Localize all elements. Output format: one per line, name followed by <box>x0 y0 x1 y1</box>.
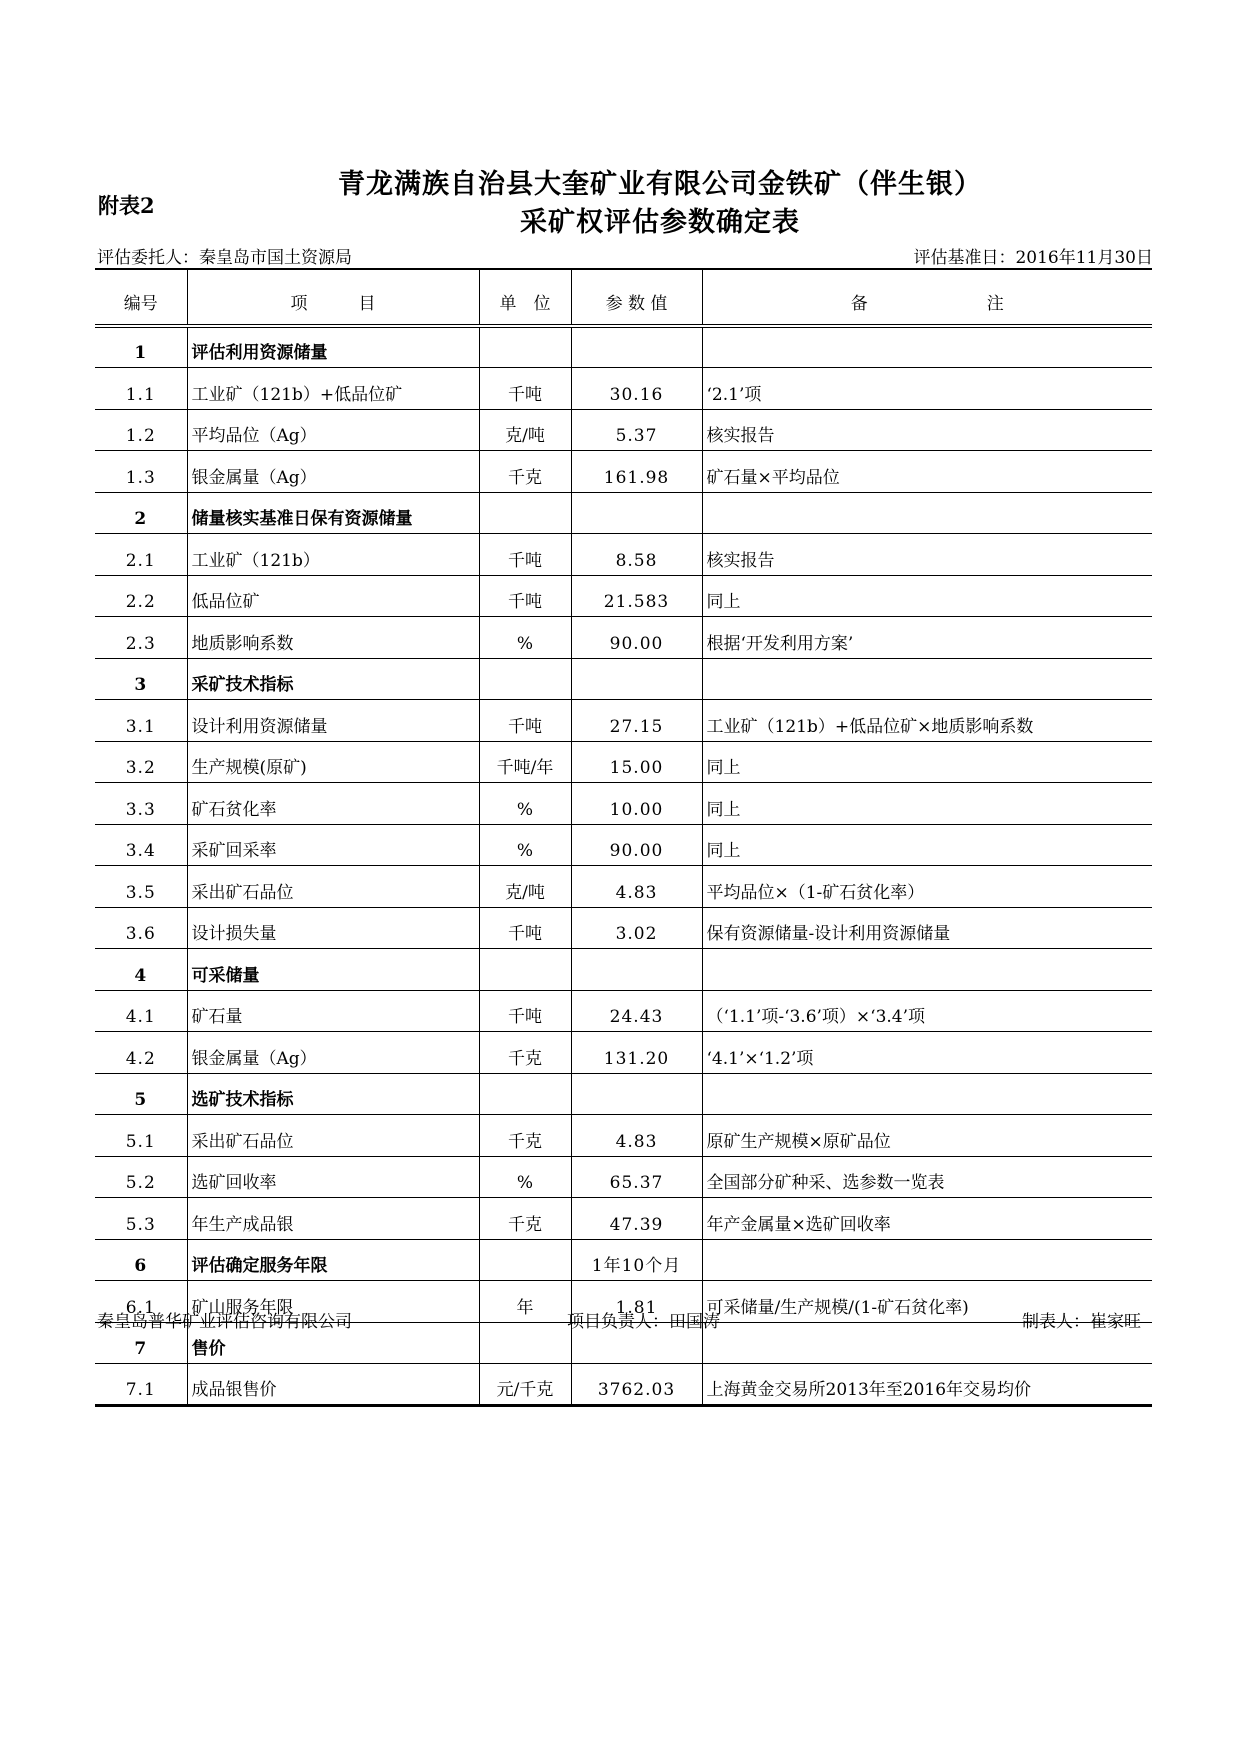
row-value: 15.00 <box>609 758 664 778</box>
row-note: 保有资源储量-设计利用资源储量 <box>706 924 951 944</box>
row-no: 3.1 <box>125 716 156 737</box>
row-note: 同上 <box>706 758 741 778</box>
row-value: 3762.03 <box>597 1379 676 1400</box>
table-row <box>95 617 1152 659</box>
row-value: 161.98 <box>603 467 670 488</box>
row-item: 矿石贫化率 <box>191 799 277 820</box>
row-note: 工业矿（121b）+低品位矿×地质影响系数 <box>706 716 1034 737</box>
row-unit: % <box>516 633 534 654</box>
row-note: 年产金属量×选矿回收率 <box>706 1214 891 1235</box>
row-no: 3.4 <box>125 841 156 861</box>
row-unit: % <box>516 799 534 820</box>
row-item: 售价 <box>191 1339 226 1359</box>
row-unit: 年 <box>516 1297 534 1318</box>
row-item: 采矿技术指标 <box>191 675 294 695</box>
row-value: 90.00 <box>609 633 664 654</box>
table-section-row <box>95 326 1152 368</box>
row-no: 6.1 <box>125 1297 156 1318</box>
row-note: 可采储量/生产规模/(1-矿石贫化率) <box>706 1297 969 1318</box>
row-item: 平均品位（Ag） <box>191 426 317 446</box>
attachment-label: 附表2 <box>98 193 155 218</box>
row-unit: 克/吨 <box>505 882 545 903</box>
row-item: 矿石量 <box>191 1007 243 1027</box>
header-item: 项 目 <box>187 269 479 326</box>
table-section-row <box>95 1239 1152 1281</box>
table-row <box>95 866 1152 908</box>
row-no: 4.2 <box>125 1048 156 1069</box>
table-body <box>95 326 1152 1405</box>
row-unit: 千吨 <box>508 1007 542 1027</box>
footer-project-lead: 项目负责人：田国涛 <box>567 1312 720 1332</box>
row-item: 银金属量（Ag） <box>191 1048 317 1069</box>
row-note: 同上 <box>706 799 741 820</box>
row-no: 1.2 <box>125 426 156 446</box>
table-row <box>95 990 1152 1032</box>
row-no: 5.1 <box>125 1131 156 1152</box>
table-header-row <box>95 269 1152 326</box>
row-no: 7.1 <box>125 1379 156 1400</box>
row-item: 成品银售价 <box>191 1379 277 1400</box>
row-no: 3 <box>134 675 148 695</box>
row-item: 采出矿石品位 <box>191 1131 294 1152</box>
row-value: 90.00 <box>609 841 664 861</box>
row-note: 上海黄金交易所2013年至2016年交易均价 <box>706 1379 1032 1400</box>
row-no: 1 <box>134 343 148 363</box>
row-value: 4.83 <box>615 882 658 903</box>
table-row <box>95 907 1152 949</box>
row-item: 评估利用资源储量 <box>191 343 328 363</box>
row-item: 低品位矿 <box>191 592 260 612</box>
row-unit: % <box>516 841 534 861</box>
row-note: 同上 <box>706 841 741 861</box>
row-no: 3.2 <box>125 758 156 778</box>
row-note: 平均品位×（1-矿石贫化率） <box>706 882 925 903</box>
row-no: 3.5 <box>125 882 156 903</box>
row-unit: 千吨 <box>508 716 542 737</box>
table-section-row <box>95 658 1152 700</box>
row-no: 7 <box>134 1339 148 1359</box>
row-unit: 千克 <box>508 467 542 488</box>
row-item: 选矿回收率 <box>191 1173 277 1193</box>
row-note: 全国部分矿种采、选参数一览表 <box>706 1173 945 1193</box>
row-no: 4 <box>134 965 148 986</box>
table-row <box>95 1032 1152 1074</box>
header-unit: 单 位 <box>479 269 571 326</box>
row-value: 8.58 <box>615 550 658 571</box>
row-item: 工业矿（121b）+低品位矿 <box>191 384 403 405</box>
table-row <box>95 741 1152 783</box>
row-note: 核实报告 <box>706 550 775 571</box>
table-row <box>95 783 1152 825</box>
base-date-label: 评估基准日：2016年11月30日 <box>913 248 1153 268</box>
row-no: 2.3 <box>125 633 156 654</box>
row-unit: 千吨 <box>508 550 542 571</box>
header-note: 备 注 <box>702 269 1152 326</box>
table-row <box>95 575 1152 617</box>
row-value: 4.83 <box>615 1131 658 1152</box>
row-no: 2 <box>134 509 148 529</box>
row-note: 矿石量×平均品位 <box>706 467 840 488</box>
row-item: 银金属量（Ag） <box>191 467 317 488</box>
table-row <box>95 1198 1152 1240</box>
footer-prepared-by: 制表人：崔家旺 <box>1022 1312 1141 1332</box>
row-no: 5 <box>134 1090 148 1110</box>
row-unit: 千克 <box>508 1214 542 1235</box>
table-row <box>95 824 1152 866</box>
row-no: 3.3 <box>125 799 156 820</box>
row-item: 采矿回采率 <box>191 841 277 861</box>
footer-company: 秦皇岛普华矿业评估咨询有限公司 <box>97 1312 352 1332</box>
table-section-row <box>95 949 1152 991</box>
table-row <box>95 1364 1152 1406</box>
title-line-1: 青龙满族自治县大奎矿业有限公司金铁矿（伴生银） <box>338 169 982 200</box>
table-section-row <box>95 492 1152 534</box>
row-unit: % <box>516 1173 534 1193</box>
row-item: 矿山服务年限 <box>191 1297 294 1318</box>
row-note: ‘4.1’×‘1.2’项 <box>706 1048 814 1069</box>
row-value: 3.02 <box>615 924 658 944</box>
row-no: 5.3 <box>125 1214 156 1235</box>
row-note: ‘2.1’项 <box>706 384 762 405</box>
row-value: 131.20 <box>603 1048 670 1069</box>
client-label: 评估委托人：秦皇岛市国土资源局 <box>97 248 352 268</box>
row-item: 选矿技术指标 <box>191 1090 294 1110</box>
row-item: 设计损失量 <box>191 924 277 944</box>
row-value: 1年10个月 <box>591 1256 682 1276</box>
row-value: 5.37 <box>615 426 658 446</box>
table-row <box>95 534 1152 576</box>
table-row <box>95 368 1152 410</box>
row-no: 3.6 <box>125 924 156 944</box>
row-value: 47.39 <box>609 1214 664 1235</box>
row-unit: 千克 <box>508 1048 542 1069</box>
table-row <box>95 1115 1152 1157</box>
row-item: 采出矿石品位 <box>191 882 294 903</box>
row-value: 30.16 <box>609 384 664 405</box>
table-section-row <box>95 1073 1152 1115</box>
row-value: 24.43 <box>609 1007 664 1027</box>
row-unit: 千克 <box>508 1131 542 1152</box>
row-item: 可采储量 <box>191 965 260 986</box>
row-no: 4.1 <box>125 1007 156 1027</box>
row-value: 10.00 <box>609 799 664 820</box>
row-item: 地质影响系数 <box>191 633 294 654</box>
row-note: 根据‘开发利用方案’ <box>706 633 854 654</box>
row-note: 同上 <box>706 592 741 612</box>
table-row <box>95 1156 1152 1198</box>
row-unit: 千吨 <box>508 924 542 944</box>
row-item: 生产规模(原矿) <box>191 758 307 778</box>
row-unit: 千吨 <box>508 384 542 405</box>
header-no: 编号 <box>95 269 187 326</box>
table-row <box>95 451 1152 493</box>
row-item: 设计利用资源储量 <box>191 716 328 737</box>
row-value: 27.15 <box>609 716 664 737</box>
row-no: 2.2 <box>125 592 156 612</box>
table-row <box>95 409 1152 451</box>
row-note: 原矿生产规模×原矿品位 <box>706 1131 891 1152</box>
row-unit: 克/吨 <box>505 426 545 446</box>
parameters-table <box>95 268 1152 1407</box>
row-unit: 千吨/年 <box>496 758 554 778</box>
row-no: 1.1 <box>125 384 156 405</box>
row-value: 65.37 <box>609 1173 664 1193</box>
row-no: 6 <box>134 1256 148 1276</box>
row-note: 核实报告 <box>706 426 775 446</box>
row-unit: 千吨 <box>508 592 542 612</box>
title-line-2: 采矿权评估参数确定表 <box>520 207 800 238</box>
row-item: 储量核实基准日保有资源储量 <box>191 509 413 529</box>
row-unit: 元/千克 <box>496 1379 554 1400</box>
row-value: 21.583 <box>603 592 670 612</box>
row-no: 1.3 <box>125 467 156 488</box>
table-row <box>95 700 1152 742</box>
row-item: 年生产成品银 <box>191 1214 294 1235</box>
row-no: 2.1 <box>125 550 156 571</box>
header-value: 参 数 值 <box>571 269 702 326</box>
row-item: 工业矿（121b） <box>191 550 320 571</box>
row-note: （‘1.1’项-‘3.6’项）×‘3.4’项 <box>706 1007 926 1027</box>
row-item: 评估确定服务年限 <box>191 1256 328 1276</box>
row-no: 5.2 <box>125 1173 156 1193</box>
row-value: 1.81 <box>615 1297 658 1318</box>
